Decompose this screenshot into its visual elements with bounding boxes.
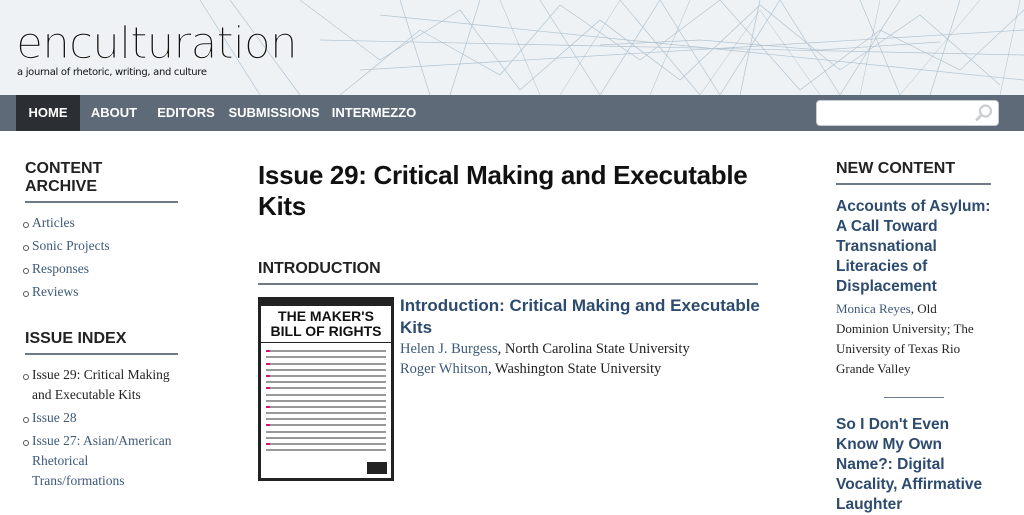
new-content-meta xyxy=(836,299,991,379)
search-icon[interactable] xyxy=(974,103,994,123)
nav-home[interactable]: HOME xyxy=(16,95,80,131)
author-affiliation: , North Carolina State University xyxy=(497,341,690,357)
main-content xyxy=(258,160,758,485)
list-item xyxy=(25,236,178,256)
content-archive-heading: CONTENT ARCHIVE xyxy=(25,160,178,203)
archive-link-sonic-projects[interactable]: Sonic Projects xyxy=(32,238,110,253)
author-link[interactable]: Helen J. Burgess xyxy=(400,341,498,357)
article-info xyxy=(400,295,760,379)
archive-link-reviews[interactable]: Reviews xyxy=(32,284,79,299)
author-affiliation: , Washington State University xyxy=(487,361,662,377)
right-sidebar xyxy=(836,160,991,515)
divider xyxy=(884,397,944,398)
list-item xyxy=(25,408,178,428)
article-entry xyxy=(258,295,758,485)
archive-link-responses[interactable]: Responses xyxy=(32,261,89,276)
page-title: Issue 29: Critical Making and Executable Kits xyxy=(258,160,748,221)
nav-about[interactable]: ABOUT xyxy=(90,105,138,120)
article-cover-image[interactable] xyxy=(258,297,394,481)
issue-29-label: Issue 29: Critical Making and Executable Kits xyxy=(32,367,170,402)
new-content-item xyxy=(836,197,991,379)
header-banner xyxy=(0,0,1024,95)
new-content-title-link[interactable]: So I Don't Even Know My Own Name?: Digital Vocality, Affirmative Laughter xyxy=(836,416,983,513)
left-sidebar xyxy=(25,160,178,494)
issue-index-list xyxy=(25,365,178,491)
list-item xyxy=(25,365,178,405)
article-title-link[interactable]: Introduction: Critical Making and Executable Kits xyxy=(400,296,760,337)
author-line xyxy=(400,339,760,359)
cover-body-text xyxy=(261,343,391,458)
site-logo[interactable]: enculturation xyxy=(16,18,297,69)
issue-28-link[interactable]: Issue 28 xyxy=(32,410,77,425)
new-content-author-link[interactable]: Monica Reyes xyxy=(836,301,911,316)
issue-index-heading: ISSUE INDEX xyxy=(25,330,178,355)
archive-link-articles[interactable]: Articles xyxy=(32,215,75,230)
new-content-title-link[interactable]: Accounts of Asylum: A Call Toward Transnational Literacies of Displacement xyxy=(836,198,991,295)
list-item xyxy=(25,259,178,279)
new-content-affiliation: , Old Dominion University; The University of Texas Rio Grande Valley xyxy=(836,301,974,376)
author-line xyxy=(400,359,760,379)
author-link[interactable]: Roger Whitson xyxy=(400,361,488,377)
content-archive-list xyxy=(25,213,178,302)
cover-logo xyxy=(367,462,387,474)
list-item xyxy=(25,431,178,491)
list-item xyxy=(25,282,178,302)
nav-editors[interactable]: EDITORS xyxy=(157,105,215,120)
nav-intermezzo[interactable]: INTERMEZZO xyxy=(331,105,417,120)
issue-27-link[interactable]: Issue 27: Asian/American Rhetorical Trans/formations xyxy=(32,433,172,488)
nav-submissions[interactable]: SUBMISSIONS xyxy=(228,105,320,120)
list-item xyxy=(25,213,178,233)
section-heading: INTRODUCTION xyxy=(258,260,758,285)
cover-title: THE MAKER'S BILL OF RIGHTS xyxy=(261,306,391,343)
site-tagline: a journal of rhetoric, writing, and culture xyxy=(17,67,207,78)
new-content-heading: NEW CONTENT xyxy=(836,160,991,185)
search-input[interactable] xyxy=(816,100,999,126)
new-content-item xyxy=(836,415,991,515)
